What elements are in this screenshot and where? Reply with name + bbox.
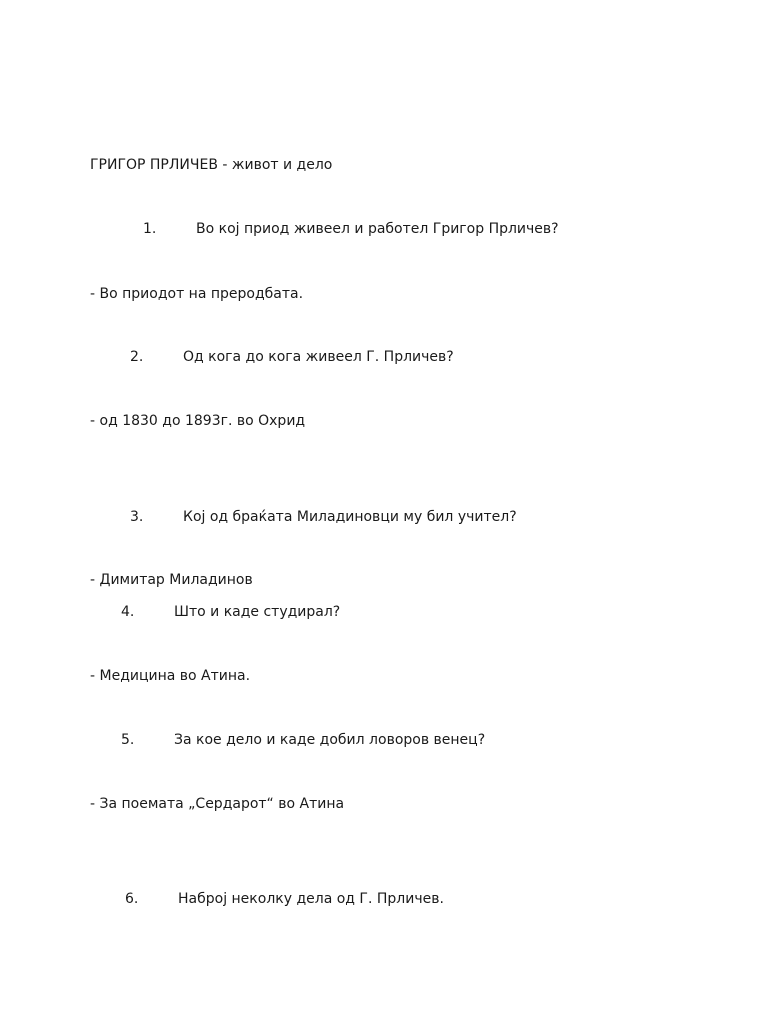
question-number: 6. (125, 891, 139, 907)
question-number: 1. (143, 221, 157, 237)
question-text: Во кој приод живеел и работел Григор Прличев? (196, 221, 559, 237)
document-title: ГРИГОР ПРЛИЧЕВ - живот и дело (90, 157, 333, 173)
question-text: За кое дело и каде добил ловоров венец? (174, 732, 486, 748)
question-text: Што и каде студирал? (174, 604, 341, 620)
question-text: Од кога до кога живеел Г. Прличев? (183, 349, 454, 365)
question-text: Наброј неколку дела од Г. Прличев. (178, 891, 444, 907)
question-number: 2. (130, 349, 144, 365)
answer-text-2: - од 1830 до 1893г. во Охрид (90, 413, 306, 429)
answer-text-1: - Во приодот на преродбата. (90, 286, 304, 302)
question-number: 5. (121, 732, 135, 748)
question-number: 3. (130, 509, 144, 525)
answer-text-4: - Медицина во Атина. (90, 668, 251, 684)
answer-text-3: - Димитар Миладинов (90, 572, 253, 588)
answer-text-5: - За поемата „Сердарот“ во Атина (90, 796, 345, 812)
question-number: 4. (121, 604, 135, 620)
question-text: Кој од браќата Миладиновци му бил учител? (183, 509, 517, 525)
